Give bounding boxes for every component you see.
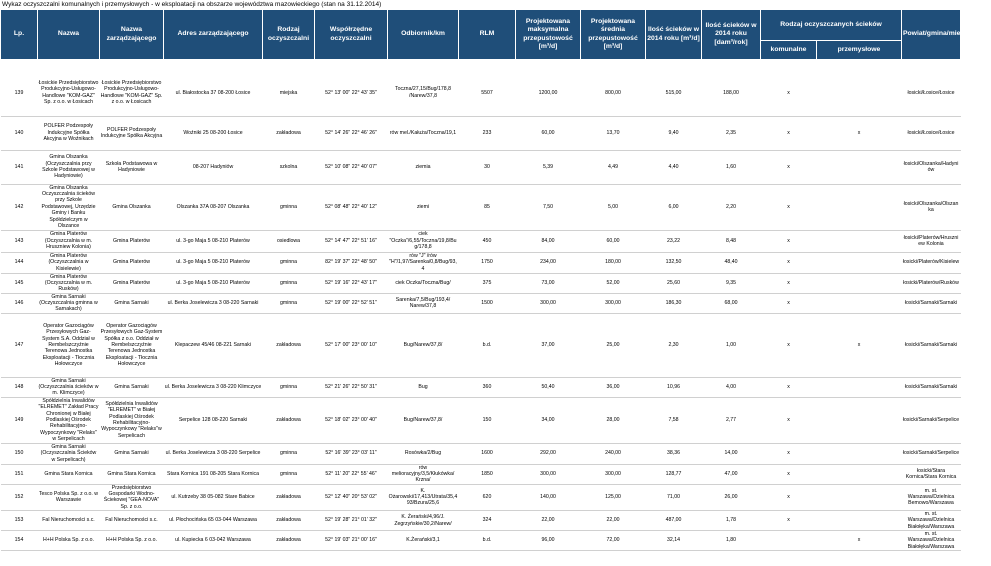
cell-przep-max: 140,00 xyxy=(516,484,581,510)
cell-rlm: b.d. xyxy=(459,313,516,377)
cell-scieki-rok: 4,00 xyxy=(702,377,761,397)
cell-rodzaj: zakładowa xyxy=(263,511,315,531)
cell-zarzadzajacy: Gmina Sarnaki xyxy=(100,443,164,464)
cell-scieki-rok: 68,00 xyxy=(702,293,761,313)
cell-zarzadzajacy: Łosickie Przedsiębiorstwo Produkcyjno-Usługowo-Handlowe "KOM-GAZ" Sp. z o.o. w Łosicach xyxy=(100,70,164,116)
header-scieki-dzien: Ilość ścieków w 2014 roku [m³/d] xyxy=(646,10,702,60)
cell-przemyslowe xyxy=(817,150,902,184)
cell-przemyslowe xyxy=(817,184,902,230)
cell-odbiornik: K. Żerański/4,96/J. Zegrzyńskie/30,2/Narew/ xyxy=(388,511,459,531)
cell-scieki-dzien: 71,00 xyxy=(646,484,702,510)
table-row xyxy=(1,511,961,531)
cell-nazwa: Tesco Polska Sp. z o.o. w Warszawie xyxy=(38,484,100,510)
cell-powiat: łosicki/Sarnaki/Serpelice xyxy=(902,443,961,464)
cell-wspolrzedne: 52° 16' 39" 23° 03' 11" xyxy=(315,443,388,464)
cell-przep-sr: 300,00 xyxy=(581,464,646,484)
cell-przep-max: 34,00 xyxy=(516,397,581,443)
table-row xyxy=(1,273,961,293)
cell-rodzaj: szkolna xyxy=(263,150,315,184)
cell-przep-sr: 125,00 xyxy=(581,484,646,510)
cell-komunalne: x xyxy=(761,443,817,464)
cell-adres: ul. 3-go Maja 5 08-210 Platerów xyxy=(164,230,263,252)
cell-powiat: m. st. Warszawa/Dzielnica Bemowo/Warszawa xyxy=(902,484,961,510)
cell-przep-sr: 240,00 xyxy=(581,443,646,464)
cell-wspolrzedne: 52° 12' 40" 20° 53' 02" xyxy=(315,484,388,510)
cell-rlm: b.d. xyxy=(459,531,516,551)
table-body xyxy=(1,60,961,551)
cell-powiat: m. st. Warszawa/Dzielnica Białołęka/Warszawa xyxy=(902,531,961,551)
table-row xyxy=(1,397,961,443)
cell-powiat: łosicki/Łosice/Łosice xyxy=(902,70,961,116)
cell-zarzadzajacy: Gmina Platerów xyxy=(100,273,164,293)
cell-zarzadzajacy: Gmina Stara Kornica xyxy=(100,464,164,484)
cell-odbiornik: Bug xyxy=(388,377,459,397)
cell-wspolrzedne: 52° 11' 20" 22° 55' 46" xyxy=(315,464,388,484)
cell-scieki-rok: 188,00 xyxy=(702,70,761,116)
cell-scieki-dzien: 487,00 xyxy=(646,511,702,531)
cell-przep-sr: 300,00 xyxy=(581,293,646,313)
cell-przemyslowe xyxy=(817,252,902,273)
table-row xyxy=(1,70,961,116)
table-row xyxy=(1,313,961,377)
cell-nazwa: H+H Polska Sp. z o.o. xyxy=(38,531,100,551)
cell-rodzaj: zakładowa xyxy=(263,116,315,150)
cell-scieki-dzien: 515,00 xyxy=(646,70,702,116)
cell-odbiornik: Bug/Narew/37,8/ xyxy=(388,397,459,443)
cell-przemyslowe xyxy=(817,484,902,510)
cell-scieki-dzien: 32,14 xyxy=(646,531,702,551)
cell-odbiornik: rów "J" /rów "H"/1,97/Sarenka/0,8/Bug/93,4 xyxy=(389,252,457,272)
cell-przemyslowe xyxy=(817,397,902,443)
cell-rodzaj: gminna xyxy=(263,377,315,397)
cell-lp: 148 xyxy=(1,377,38,397)
cell-przep-sr: 13,70 xyxy=(581,116,646,150)
cell-przep-max: 84,00 xyxy=(516,230,581,252)
cell-wspolrzedne: 52° 13' 00" 22° 43' 35" xyxy=(315,70,388,116)
cell-przep-sr: 22,00 xyxy=(581,511,646,531)
table-row xyxy=(1,252,961,273)
cell-adres: ul. Płochocińska 65 03-044 Warszawa xyxy=(164,511,263,531)
cell-przep-max: 60,00 xyxy=(516,116,581,150)
cell-scieki-rok: 14,00 xyxy=(702,443,761,464)
cell-przemyslowe: x xyxy=(817,313,902,377)
cell-zarzadzajacy: Gmina Sarnaki xyxy=(100,377,164,397)
cell-rlm: 375 xyxy=(459,273,516,293)
cell-scieki-rok: 26,00 xyxy=(702,484,761,510)
cell-odbiornik: ciek Oczka/Toczna/Bug/ xyxy=(388,273,459,293)
cell-rodzaj: gminna xyxy=(263,293,315,313)
cell-komunalne: x xyxy=(761,313,817,377)
cell-scieki-rok: 9,35 xyxy=(702,273,761,293)
cell-lp: 152 xyxy=(1,484,38,510)
cell-scieki-dzien: 7,58 xyxy=(646,397,702,443)
cell-scieki-dzien: 132,50 xyxy=(646,252,702,273)
cell-nazwa: Gmina Olszanka (Oczyszczalnia przy Szkole Podstawowej w Hadyniowie) xyxy=(38,150,100,184)
header-wspolrzedne: Współrzędne oczyszczalni xyxy=(315,10,388,60)
cell-scieki-rok: 2,35 xyxy=(702,116,761,150)
cell-zarzadzajacy: Gmina Olszanka xyxy=(100,184,164,230)
cell-odbiornik: ziemi xyxy=(388,184,459,230)
table-row xyxy=(1,464,961,484)
cell-przep-sr: 72,00 xyxy=(581,531,646,551)
cell-odbiornik: K. Ożarowski/17,413/Utrata/35,493/Bzura/25,6 xyxy=(388,484,459,510)
cell-przep-max: 73,00 xyxy=(516,273,581,293)
cell-nazwa: Łosickie Przedsiębiorstwo Produkcyjno-Usługowo-Handlowe "KOM-GAZ" Sp. z o.o. w Łosicach xyxy=(38,70,100,116)
cell-komunalne: x xyxy=(761,116,817,150)
cell-scieki-dzien: 23,22 xyxy=(646,230,702,252)
cell-przep-max: 292,00 xyxy=(516,443,581,464)
cell-zarzadzajacy: Fal Nieruchomości s.c. xyxy=(100,511,164,531)
cell-odbiornik: ciek "Oczka"/6,55/Toczna/19,8/Bug/178,8 xyxy=(389,231,457,251)
table-row xyxy=(1,377,961,397)
cell-nazwa: Operator Gazociągów Przesyłowych Gaz-System S.A. Oddział w Rembelszczyźnie Terenowa Jednostka Eksploatacji - Tłocznia Hołowczyce xyxy=(38,313,100,377)
cell-komunalne xyxy=(761,531,817,551)
cell-scieki-dzien: 25,60 xyxy=(646,273,702,293)
cell-przep-max: 5,39 xyxy=(516,150,581,184)
cell-lp: 144 xyxy=(1,252,38,273)
cell-powiat: łosicki/Platerów/Rusków xyxy=(902,273,961,293)
cell-wspolrzedne: 52° 19' 28" 21° 01' 32" xyxy=(315,511,388,531)
cell-scieki-rok: 1,60 xyxy=(702,150,761,184)
cell-komunalne: x xyxy=(761,150,817,184)
cell-rlm: 233 xyxy=(459,116,516,150)
cell-scieki-dzien: 38,36 xyxy=(646,443,702,464)
cell-wspolrzedne: 52° 14' 47" 22° 51' 16" xyxy=(315,230,388,252)
cell-komunalne: x xyxy=(761,511,817,531)
cell-powiat: łosicki/Olszanka/Hadyniów xyxy=(902,150,961,184)
header-powiat: Powiat/gmina/miejscowość xyxy=(902,10,961,60)
cell-zarzadzajacy: Przedsiębiorstwo Gospodarki Wodno-Ściekowej "GEA-NOVA" Sp. z o.o. xyxy=(100,484,164,510)
cell-komunalne: x xyxy=(761,184,817,230)
cell-powiat: łosicki/Sarnaki/Sarnaki xyxy=(902,293,961,313)
cell-przep-sr: 180,00 xyxy=(581,252,646,273)
cell-powiat: łosicki/Sarnaki/Sarnaki xyxy=(902,313,961,377)
cell-lp: 140 xyxy=(1,116,38,150)
header-przep-max: Projektowana maksymalna przepustowość [m³/d] xyxy=(516,10,581,60)
header-lp: Lp. xyxy=(1,10,38,60)
cell-lp: 150 xyxy=(1,443,38,464)
cell-scieki-dzien: 10,96 xyxy=(646,377,702,397)
cell-rlm: 450 xyxy=(459,230,516,252)
table-row xyxy=(1,116,961,150)
cell-scieki-dzien: 2,30 xyxy=(646,313,702,377)
cell-nazwa: Gmina Platerów (Oczyszczalnia w m. Rusków) xyxy=(38,273,100,293)
cell-scieki-rok: 2,77 xyxy=(702,397,761,443)
cell-lp: 143 xyxy=(1,230,38,252)
cell-lp: 139 xyxy=(1,70,38,116)
cell-adres: ul. Berka Joselewicza 3 08-220 Klimczyce xyxy=(164,377,263,397)
cell-zarzadzajacy: Szkoła Podstawowa w Hadyniowie xyxy=(100,150,164,184)
header-nazwa: Nazwa xyxy=(38,10,100,60)
cell-rodzaj: miejska xyxy=(263,70,315,116)
cell-nazwa: Gmina Olszanka Oczyszczalnia ścieków przy Szkole Podstawowej, Urzędzie Gminy i Banku Spółdzielczym w Olszance xyxy=(38,184,100,230)
cell-rodzaj: gminna xyxy=(263,464,315,484)
cell-rlm: 360 xyxy=(459,377,516,397)
cell-zarzadzajacy: Gmina Platerów xyxy=(100,252,164,273)
cell-odbiornik: rów melioracyjny/3,5/Kłukówka/ Krzna/ xyxy=(388,464,459,484)
cell-rodzaj: zakładowa xyxy=(263,484,315,510)
cell-przemyslowe: x xyxy=(817,116,902,150)
cell-nazwa: Spółdzielnia Inwalidów "ELREMET" Zakład Pracy Chronionej w Białej Podlaskiej Ośrodek Rehabilitacyjno-Wypoczynkowy "Relaks" w Serpelicach xyxy=(38,397,99,442)
cell-przep-sr: 36,00 xyxy=(581,377,646,397)
cell-rodzaj: zakładowa xyxy=(263,531,315,551)
table-row xyxy=(1,230,961,252)
cell-przep-max: 300,00 xyxy=(516,293,581,313)
cell-rodzaj: zakładowa xyxy=(263,313,315,377)
cell-przemyslowe xyxy=(817,511,902,531)
cell-adres: Serpelice 128 08-220 Sarnaki xyxy=(164,397,263,443)
cell-rlm: 150 xyxy=(459,397,516,443)
cell-wspolrzedne: 52° 18' 02" 23° 00' 40" xyxy=(315,397,388,443)
cell-wspolrzedne: 82° 19' 37" 22° 48' 50" xyxy=(315,252,388,273)
cell-adres: Olszanka 37A 08-207 Olszanka xyxy=(164,184,263,230)
header-rlm: RLM xyxy=(459,10,516,60)
cell-rlm: 620 xyxy=(459,484,516,510)
cell-lp: 151 xyxy=(1,464,38,484)
cell-lp: 141 xyxy=(1,150,38,184)
cell-nazwa: Gmina Platerów (Oczyszczalnia w m. Hruszniew Kolonia) xyxy=(38,230,100,252)
cell-adres: ul. 3-go Maja 5 08-210 Platerów xyxy=(164,273,263,293)
cell-rodzaj: gminna xyxy=(263,273,315,293)
cell-scieki-rok: 8,48 xyxy=(702,230,761,252)
cell-przemyslowe xyxy=(817,377,902,397)
header-rodzaj: Rodzaj oczyszczalni xyxy=(263,10,315,60)
cell-przemyslowe xyxy=(817,273,902,293)
cell-scieki-rok: 2,20 xyxy=(702,184,761,230)
cell-komunalne: x xyxy=(761,252,817,273)
table-row xyxy=(1,150,961,184)
table-row xyxy=(1,531,961,551)
cell-przep-max: 22,00 xyxy=(516,511,581,531)
cell-nazwa: Gmina Sarnaki (Oczyszczalnia gminna w Sarnakach) xyxy=(39,293,98,313)
cell-odbiornik: ziemia xyxy=(388,150,459,184)
cell-adres: Woźniki 25 08-200 Łosice xyxy=(164,116,263,150)
cell-nazwa: Gmina Platerów (Oczyszczalnia w Kisielewie) xyxy=(38,252,100,273)
cell-adres: Stara Kornica 191 08-205 Stara Kornica xyxy=(164,464,263,484)
cell-zarzadzajacy: Spółdzielnia Inwalidów "ELREMET" w Białej Podlaskiej Ośrodek Rehabilitacyjno-Wypoczynkowy "Relaks"w Serpelicach xyxy=(100,397,164,443)
cell-powiat: łosicki/Sarnaki/Serpelice xyxy=(902,397,961,443)
cell-lp: 154 xyxy=(1,531,38,551)
cell-powiat: łosicki/Łosice/Łosice xyxy=(902,116,961,150)
document-title: Wykaz oczyszczalni komunalnych i przemysłowych - w eksploatacji na obszarze województwa mazowieckiego (stan na 31.12.2014) xyxy=(2,1,382,8)
cell-wspolrzedne: 52° 19' 00" 22° 52' 51" xyxy=(315,293,388,313)
cell-wspolrzedne: 52° 19' 16" 22° 43' 17" xyxy=(315,273,388,293)
cell-komunalne: x xyxy=(761,273,817,293)
cell-powiat: łosicki/Olszanka/Olszanka xyxy=(902,184,961,230)
cell-scieki-rok: 1,78 xyxy=(702,511,761,531)
cell-adres: ul. 3-go Maja 5 08-210 Platerów xyxy=(164,252,263,273)
cell-rlm: 1500 xyxy=(459,293,516,313)
cell-przep-max: 300,00 xyxy=(516,464,581,484)
cell-nazwa: Fal Nieruchomości s.c. xyxy=(38,511,100,531)
header-odbiornik: Odbiornik/km xyxy=(388,10,459,60)
cell-nazwa: Gmina Sarnaki (Oczyszczalnia ścieków w m. Klimczyce) xyxy=(38,377,99,397)
cell-nazwa: Gmina Stara Kornica xyxy=(38,464,100,484)
cell-scieki-dzien: 9,40 xyxy=(646,116,702,150)
cell-komunalne: x xyxy=(761,293,817,313)
cell-przemyslowe: x xyxy=(817,531,902,551)
cell-rodzaj: gminna xyxy=(263,252,315,273)
cell-przep-sr: 60,00 xyxy=(581,230,646,252)
cell-komunalne: x xyxy=(761,230,817,252)
cell-zarzadzajacy: Gmina Sarnaki xyxy=(100,293,164,313)
cell-lp: 146 xyxy=(1,293,38,313)
cell-zarzadzajacy: Gmina Platerów xyxy=(100,230,164,252)
cell-przep-max: 1200,00 xyxy=(516,70,581,116)
cell-komunalne: x xyxy=(761,464,817,484)
cell-rlm: 1600 xyxy=(459,443,516,464)
cell-rodzaj: osiedlowa xyxy=(263,230,315,252)
cell-przemyslowe xyxy=(817,464,902,484)
cell-wspolrzedne: 52° 10' 08" 22° 40' 07" xyxy=(315,150,388,184)
cell-przep-sr: 5,00 xyxy=(581,184,646,230)
cell-scieki-dzien: 186,30 xyxy=(646,293,702,313)
cell-rodzaj: gminna xyxy=(263,184,315,230)
cell-lp: 142 xyxy=(1,184,38,230)
cell-rlm: 85 xyxy=(459,184,516,230)
cell-wspolrzedne: 52° 08' 48" 22° 40' 12" xyxy=(315,184,388,230)
table-row xyxy=(1,443,961,464)
cell-komunalne: x xyxy=(761,377,817,397)
cell-powiat: łosicki/Sarnaki/Sarnaki xyxy=(902,377,961,397)
cell-powiat: łosicki/Stara Kornica/Stara Kornica xyxy=(902,464,961,484)
cell-rlm: 30 xyxy=(459,150,516,184)
table-row xyxy=(1,484,961,510)
cell-wspolrzedne: 52° 19' 03" 21° 00' 16" xyxy=(315,531,388,551)
cell-adres: ul. Berka Joselewicza 3 08-220 Serpelice xyxy=(164,443,263,464)
cell-przep-max: 7,50 xyxy=(516,184,581,230)
cell-przep-sr: 4,49 xyxy=(581,150,646,184)
cell-scieki-rok: 1,00 xyxy=(702,313,761,377)
header-rodzaj-sciekow: Rodzaj oczyszczanych ścieków xyxy=(761,10,902,41)
header-przemyslowe: przemysłowe xyxy=(817,41,902,60)
cell-komunalne: x xyxy=(761,484,817,510)
cell-adres: 08-207 Hadyniów xyxy=(164,150,263,184)
cell-przep-max: 96,00 xyxy=(516,531,581,551)
cell-przemyslowe xyxy=(817,230,902,252)
header-nazwa-zarzadzajacego: Nazwa zarządzającego xyxy=(100,10,164,60)
cell-adres: ul. Berka Joselewicza 3 08-220 Sarnaki xyxy=(164,293,263,313)
cell-przep-sr: 25,00 xyxy=(581,313,646,377)
cell-przep-sr: 800,00 xyxy=(581,70,646,116)
cell-odbiornik: K.Żerański/3,1 xyxy=(388,531,459,551)
cell-odbiornik: Toczna/27,15/Bug/178,8 /Narew/37,8 xyxy=(388,70,459,116)
cell-adres: ul. Kupiecka 6 03-042 Warszawa xyxy=(164,531,263,551)
cell-lp: 147 xyxy=(1,313,38,377)
cell-wspolrzedne: 52° 17' 00" 23° 00' 10" xyxy=(315,313,388,377)
cell-powiat: łosicki/Platerów/Hruszniew Kolonia xyxy=(902,230,961,252)
cell-rlm: 1750 xyxy=(459,252,516,273)
cell-rodzaj: gminna xyxy=(263,443,315,464)
cell-rlm: 5507 xyxy=(459,70,516,116)
table-row xyxy=(1,184,961,230)
cell-scieki-rok: 1,80 xyxy=(702,531,761,551)
cell-odbiornik: rów mel./Kałuża/Toczna/19,1 xyxy=(388,116,459,150)
cell-przemyslowe xyxy=(817,293,902,313)
cell-scieki-rok: 47,00 xyxy=(702,464,761,484)
cell-wspolrzedne: 52° 14' 26" 22° 46' 26" xyxy=(315,116,388,150)
header-adres: Adres zarządzającego xyxy=(164,10,263,60)
header-scieki-rok: Ilość ścieków w 2014 roku [dam³/rok] xyxy=(702,10,761,60)
cell-komunalne: x xyxy=(761,397,817,443)
cell-adres: Klepaczew 45/46 08-221 Sarnaki xyxy=(164,313,263,377)
cell-przep-max: 37,00 xyxy=(516,313,581,377)
cell-scieki-rok: 48,40 xyxy=(702,252,761,273)
treatment-plants-table xyxy=(0,9,991,551)
header-przep-sr: Projektowana średnia przepustowość [m³/d] xyxy=(581,10,646,60)
cell-scieki-dzien: 4,40 xyxy=(646,150,702,184)
cell-odbiornik: Sarenka/7,5/Bug/193,4/ Narew/37,8 xyxy=(388,293,459,313)
cell-nazwa: POLFER Podzespoły Indukcyjne Spółka Akcyjna w Woźnikach xyxy=(38,116,100,150)
cell-odbiornik: Rosówka/2/Bug xyxy=(388,443,459,464)
cell-lp: 145 xyxy=(1,273,38,293)
cell-odbiornik: Bug/Narew/37,8/ xyxy=(388,313,459,377)
cell-lp: 153 xyxy=(1,511,38,531)
cell-powiat: łosicki/Platerów/Kisielew xyxy=(902,252,961,273)
cell-przep-sr: 52,00 xyxy=(581,273,646,293)
cell-zarzadzajacy: POLFER Podzespoły Indukcyjne Spółka Akcyjna xyxy=(100,116,164,150)
cell-wspolrzedne: 52° 21' 26" 22° 50' 31" xyxy=(315,377,388,397)
cell-zarzadzajacy: Operator Gazociągów Przesyłowych Gaz-System Spółka z o.o. Oddział w Rembelszczyźnie Terenowa Jednostka Eksploatacji - Tłocznia Hołowczyce xyxy=(100,313,164,377)
cell-nazwa: Gmina Sarnaki (Oczyszczalnia Ścieków w Serpelicach) xyxy=(38,443,100,464)
cell-przep-max: 50,40 xyxy=(516,377,581,397)
cell-lp: 149 xyxy=(1,397,38,443)
cell-scieki-dzien: 6,00 xyxy=(646,184,702,230)
cell-rlm: 324 xyxy=(459,511,516,531)
cell-powiat: m. st. Warszawa/Dzielnica Białołęka/Warszawa xyxy=(902,511,961,531)
table-row xyxy=(1,293,961,313)
cell-przep-max: 234,00 xyxy=(516,252,581,273)
cell-przep-sr: 28,00 xyxy=(581,397,646,443)
cell-komunalne: x xyxy=(761,70,817,116)
header-komunalne: komunalne xyxy=(761,41,817,60)
cell-przemyslowe xyxy=(817,70,902,116)
cell-scieki-dzien: 128,77 xyxy=(646,464,702,484)
cell-rlm: 1850 xyxy=(459,464,516,484)
cell-zarzadzajacy: H+H Polska Sp. z o.o. xyxy=(100,531,164,551)
cell-adres: ul. Białostocka 37 08-200 Łosice xyxy=(164,70,263,116)
cell-przemyslowe xyxy=(817,443,902,464)
cell-rodzaj: zakładowa xyxy=(263,397,315,443)
cell-adres: ul. Kutrzeby 38 05-082 Stare Babice xyxy=(164,484,263,510)
